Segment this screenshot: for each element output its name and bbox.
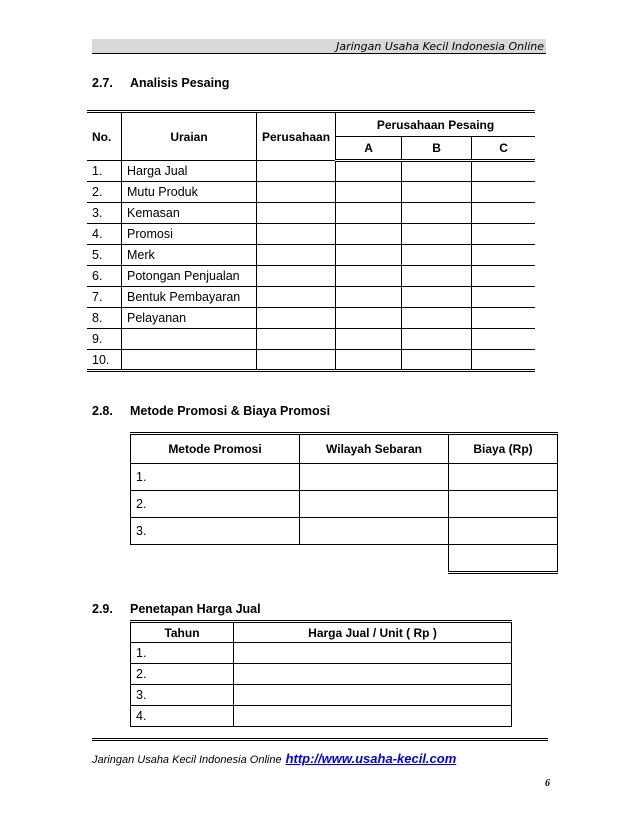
row-uraian: Bentuk Pembayaran <box>122 287 257 308</box>
row-harga <box>234 643 512 664</box>
col-pesaing-header: Perusahaan Pesaing <box>336 112 535 137</box>
row-metode: 1. <box>131 464 300 491</box>
table-row <box>87 203 535 224</box>
section-28-heading <box>92 404 330 418</box>
table-row <box>87 161 535 182</box>
col-a-header: A <box>336 137 402 161</box>
col-wilayah-header: Wilayah Sebaran <box>300 434 449 464</box>
row-b <box>402 224 472 245</box>
row-c <box>472 329 535 350</box>
row-c <box>472 182 535 203</box>
row-harga <box>234 685 512 706</box>
row-a <box>336 182 402 203</box>
promotion-table <box>130 432 558 574</box>
row-number: 3. <box>87 203 122 224</box>
row-c <box>472 350 535 371</box>
competitor-table <box>87 110 535 372</box>
row-c <box>472 203 535 224</box>
row-number: 10. <box>87 350 122 371</box>
total-biaya-cell <box>449 545 558 573</box>
row-uraian: Pelayanan <box>122 308 257 329</box>
table-row <box>87 329 535 350</box>
col-no-header: No. <box>87 112 122 161</box>
row-uraian: Promosi <box>122 224 257 245</box>
row-wilayah <box>300 491 449 518</box>
row-number: 4. <box>87 224 122 245</box>
row-b <box>402 308 472 329</box>
row-uraian: Mutu Produk <box>122 182 257 203</box>
col-b-header: B <box>402 137 472 161</box>
row-harga <box>234 706 512 727</box>
col-tahun-header: Tahun <box>131 622 234 643</box>
row-tahun: 4. <box>131 706 234 727</box>
row-number: 1. <box>87 161 122 182</box>
row-uraian: Potongan Penjualan <box>122 266 257 287</box>
row-uraian: Merk <box>122 245 257 266</box>
table-row <box>131 518 558 545</box>
row-a <box>336 224 402 245</box>
row-perusahaan <box>257 266 336 287</box>
row-perusahaan <box>257 350 336 371</box>
col-uraian-header: Uraian <box>122 112 257 161</box>
row-c <box>472 308 535 329</box>
section-title: Metode Promosi & Biaya Promosi <box>130 404 331 418</box>
row-b <box>402 350 472 371</box>
row-tahun: 3. <box>131 685 234 706</box>
row-wilayah <box>300 464 449 491</box>
table-row <box>131 685 512 706</box>
row-c <box>472 245 535 266</box>
row-b <box>402 266 472 287</box>
row-harga <box>234 664 512 685</box>
footer-link[interactable]: http://www.usaha-kecil.com <box>285 751 457 766</box>
row-metode: 3. <box>131 518 300 545</box>
row-biaya <box>449 491 558 518</box>
row-b <box>402 245 472 266</box>
row-perusahaan <box>257 224 336 245</box>
row-metode: 2. <box>131 491 300 518</box>
row-tahun: 2. <box>131 664 234 685</box>
col-metode-header: Metode Promosi <box>131 434 300 464</box>
row-perusahaan <box>257 329 336 350</box>
row-a <box>336 245 402 266</box>
row-perusahaan <box>257 287 336 308</box>
page-number: 6 <box>545 778 550 789</box>
row-number: 8. <box>87 308 122 329</box>
row-perusahaan <box>257 308 336 329</box>
col-harga-header: Harga Jual / Unit ( Rp ) <box>234 622 512 643</box>
table-row <box>87 287 535 308</box>
table-row <box>131 464 558 491</box>
row-a <box>336 350 402 371</box>
price-table <box>130 620 512 727</box>
footer-divider <box>92 738 548 741</box>
section-title: Penetapan Harga Jual <box>130 602 261 616</box>
col-c-header: C <box>472 137 535 161</box>
col-perusahaan-header: Perusahaan <box>257 112 336 161</box>
section-27-heading <box>92 76 229 90</box>
row-b <box>402 203 472 224</box>
row-a <box>336 329 402 350</box>
col-biaya-header: Biaya (Rp) <box>449 434 558 464</box>
row-number: 5. <box>87 245 122 266</box>
table-row <box>131 491 558 518</box>
table-row <box>87 224 535 245</box>
table-row <box>87 245 535 266</box>
row-c <box>472 161 535 182</box>
table-row <box>87 308 535 329</box>
row-a <box>336 266 402 287</box>
row-uraian: Kemasan <box>122 203 257 224</box>
footer-text: Jaringan Usaha Kecil Indonesia Online <box>92 754 282 766</box>
row-wilayah <box>300 518 449 545</box>
table-row <box>87 350 535 371</box>
header-text: Jaringan Usaha Kecil Indonesia Online <box>336 40 544 53</box>
row-b <box>402 287 472 308</box>
row-a <box>336 308 402 329</box>
table-row <box>87 266 535 287</box>
row-c <box>472 287 535 308</box>
row-a <box>336 161 402 182</box>
row-uraian <box>122 350 257 371</box>
row-uraian: Harga Jual <box>122 161 257 182</box>
row-number: 7. <box>87 287 122 308</box>
row-c <box>472 266 535 287</box>
row-perusahaan <box>257 182 336 203</box>
section-number: 2.8. <box>92 404 113 418</box>
section-number: 2.9. <box>92 602 113 616</box>
row-number: 9. <box>87 329 122 350</box>
section-title: Analisis Pesaing <box>130 76 230 90</box>
table-row <box>87 182 535 203</box>
table-row <box>131 664 512 685</box>
row-biaya <box>449 518 558 545</box>
row-a <box>336 287 402 308</box>
row-number: 6. <box>87 266 122 287</box>
row-a <box>336 203 402 224</box>
table-row <box>131 643 512 664</box>
row-perusahaan <box>257 245 336 266</box>
row-biaya <box>449 464 558 491</box>
row-b <box>402 329 472 350</box>
row-number: 2. <box>87 182 122 203</box>
row-perusahaan <box>257 161 336 182</box>
row-uraian <box>122 329 257 350</box>
row-b <box>402 182 472 203</box>
section-29-heading <box>92 602 261 616</box>
row-tahun: 1. <box>131 643 234 664</box>
footer <box>92 751 456 766</box>
row-c <box>472 224 535 245</box>
section-number: 2.7. <box>92 76 113 90</box>
row-perusahaan <box>257 203 336 224</box>
row-b <box>402 161 472 182</box>
table-row <box>131 706 512 727</box>
